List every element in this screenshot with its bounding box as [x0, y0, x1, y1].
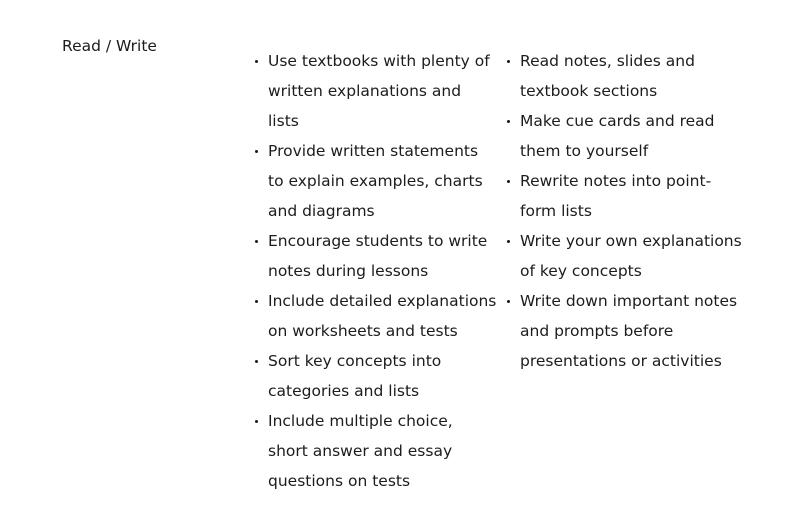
list-item-line: Sort key concepts into	[268, 352, 442, 370]
learning-strategies-list	[520, 46, 742, 376]
list-item-line: of key concepts	[520, 262, 642, 280]
list-item	[520, 46, 742, 106]
list-item-line: Read notes, slides and	[520, 52, 695, 70]
list-item-line: Write your own explanations	[520, 232, 742, 250]
list-item	[520, 106, 742, 166]
list-item-line: categories and lists	[268, 382, 420, 400]
list-item	[268, 136, 496, 226]
list-item	[520, 286, 742, 376]
list-item-line: and prompts before	[520, 322, 674, 340]
list-item-line: notes during lessons	[268, 262, 429, 280]
list-item-line: Rewrite notes into point-	[520, 172, 712, 190]
teaching-strategies-list	[268, 46, 496, 496]
list-item	[268, 286, 496, 346]
list-item-line: presentations or activities	[520, 352, 722, 370]
list-item-line: textbook sections	[520, 82, 658, 100]
list-item-line: Make cue cards and read	[520, 112, 715, 130]
row-label: Read / Write	[62, 37, 157, 55]
list-item-line: Encourage students to write	[268, 232, 488, 250]
list-item	[520, 166, 742, 226]
list-item-line: lists	[268, 112, 299, 130]
list-item-line: Use textbooks with plenty of	[268, 52, 490, 70]
list-item-line: Include detailed explanations	[268, 292, 497, 310]
list-item-line: them to yourself	[520, 142, 649, 160]
list-item-line: form lists	[520, 202, 592, 220]
list-item	[268, 346, 496, 406]
list-item-line: and diagrams	[268, 202, 375, 220]
list-item-line: Provide written statements	[268, 142, 479, 160]
list-item-line: Write down important notes	[520, 292, 738, 310]
list-item-line: to explain examples, charts	[268, 172, 483, 190]
list-item-line: written explanations and	[268, 82, 462, 100]
list-item	[268, 406, 496, 496]
list-item	[268, 46, 496, 136]
list-item-line: Include multiple choice,	[268, 412, 453, 430]
list-item	[268, 226, 496, 286]
list-item-line: questions on tests	[268, 472, 411, 490]
list-item	[520, 226, 742, 286]
list-item-line: short answer and essay	[268, 442, 453, 460]
list-item-line: on worksheets and tests	[268, 322, 458, 340]
